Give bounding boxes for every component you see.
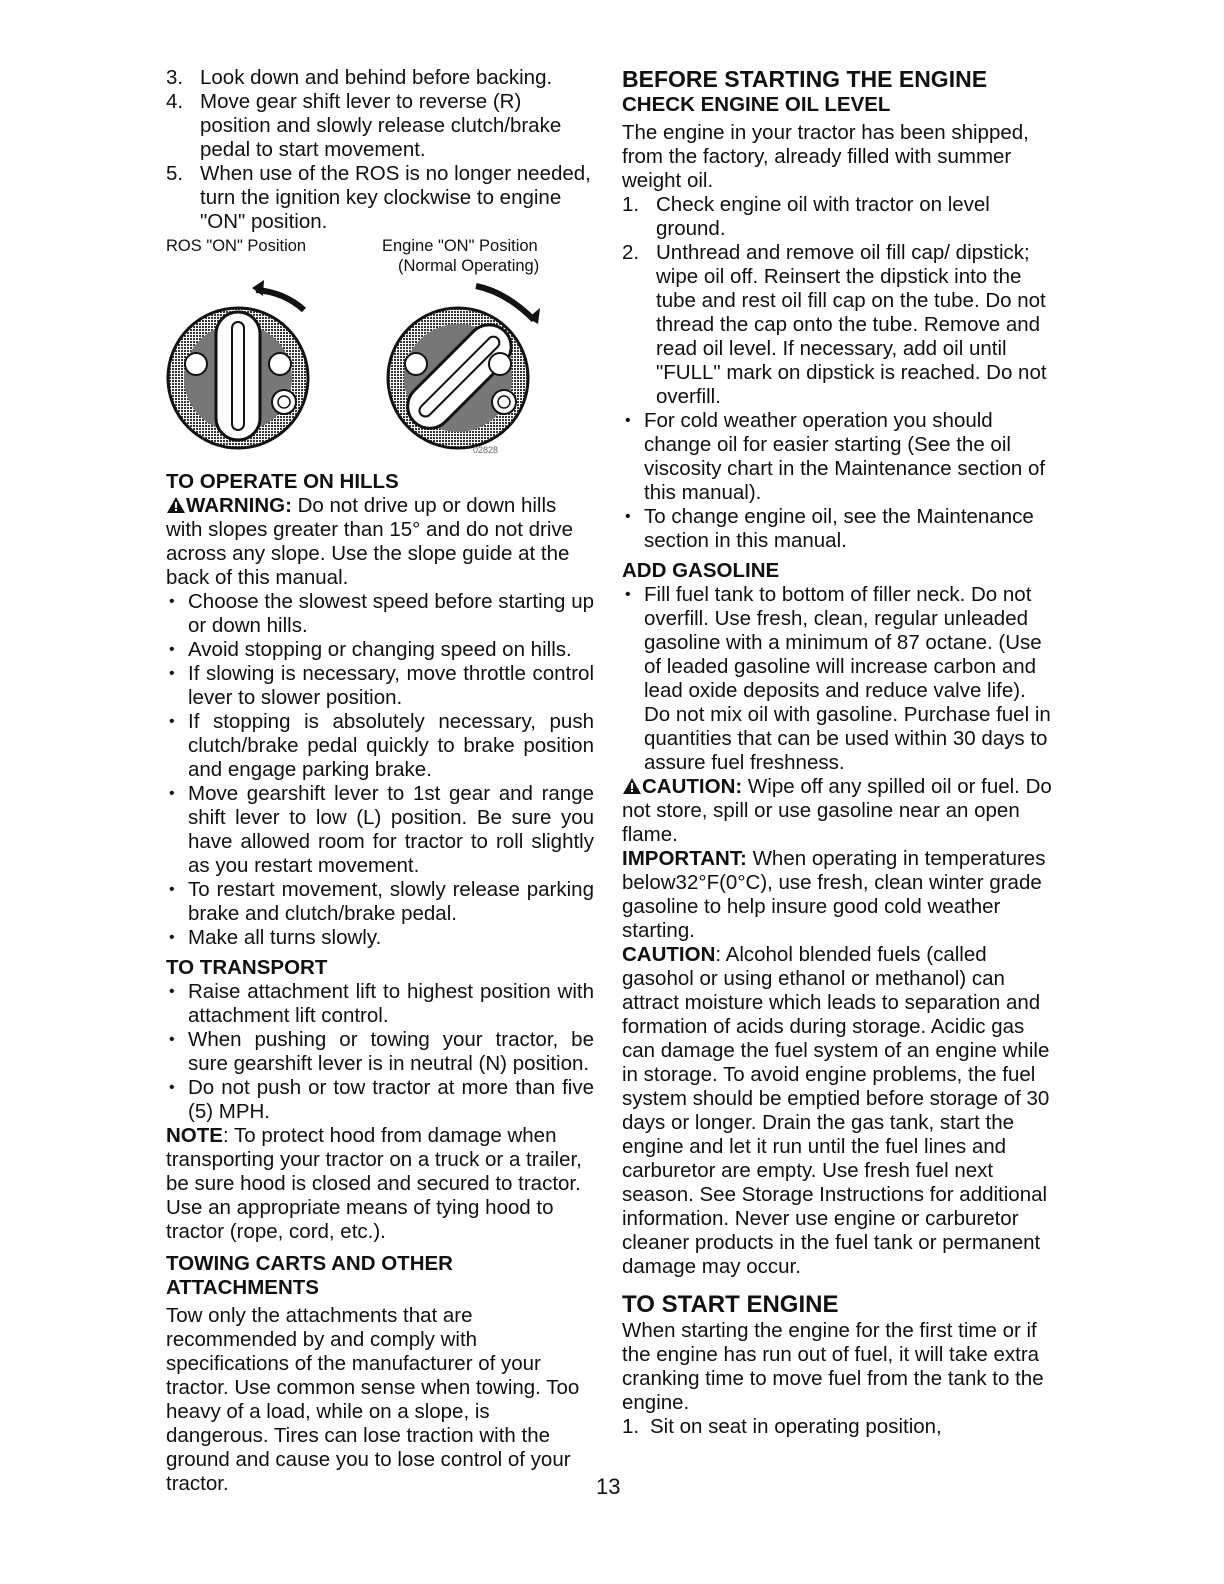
start-heading: TO START ENGINE bbox=[622, 1291, 839, 1318]
start-text: When starting the engine for the first time or if the engine has run out of fuel, it will take extra cranking time to move fuel from the tank to the engine. bbox=[622, 1319, 1044, 1414]
list-item: 3. Look down and behind before backing. bbox=[166, 66, 553, 89]
oil-steps bbox=[622, 193, 1052, 409]
list-item: 4. Move gear shift lever to reverse (R) position and slowly release clutch/brake pedal to start movement. bbox=[166, 90, 562, 161]
hills-warning: WARNING: Do not drive up or down hills with slopes greater than 15° and do not drive across any slope. Use the slope guide at the back of this manual. bbox=[166, 494, 574, 589]
left-column bbox=[166, 66, 594, 1496]
towing-heading: TOWING CARTS AND OTHER ATTACHMENTS bbox=[166, 1252, 453, 1299]
oil-heading: CHECK ENGINE OIL LEVEL bbox=[622, 93, 891, 116]
list-item: • If stopping is absolutely necessary, push clutch/brake pedal quickly to brake position and engage parking brake. bbox=[166, 710, 594, 782]
towing-text: Tow only the attachments that are recommended by and comply with specifications of the manufacturer of your tractor. Use common sense when towing. Too heavy of a load, while on a slope, is dangerous. Tires can lose traction with the ground and cause you to lose control of your tractor. bbox=[166, 1304, 580, 1495]
list-item: • To restart movement, slowly release parking brake and clutch/brake pedal. bbox=[166, 878, 594, 926]
oil-bullets bbox=[622, 409, 1052, 553]
list-item: • Make all turns slowly. bbox=[166, 926, 594, 950]
backing-steps bbox=[166, 66, 594, 234]
hills-bullets bbox=[166, 590, 594, 950]
warning-triangle-icon bbox=[166, 496, 186, 514]
engine-on-label: Engine "ON" Position bbox=[382, 237, 538, 255]
transport-bullets bbox=[166, 980, 594, 1124]
gas-important: IMPORTANT: When operating in temperatures below32°F(0°C), use fresh, clean winter grade gasoline to help insure good cold weather starting. bbox=[622, 847, 1046, 942]
ignition-switch-diagram bbox=[166, 278, 594, 464]
ignition-figure bbox=[166, 278, 594, 464]
list-item: • For cold weather operation you should change oil for easier starting (See the oil viscosity chart in the Maintenance section of this manual). bbox=[622, 409, 1052, 505]
ros-on-switch-icon bbox=[168, 280, 308, 448]
transport-heading: TO TRANSPORT bbox=[166, 956, 328, 979]
list-item: • Do not push or tow tractor at more than five (5) MPH. bbox=[166, 1076, 594, 1124]
start-steps bbox=[622, 1415, 1052, 1439]
gas-bullets bbox=[622, 583, 1052, 775]
gas-alcohol-caution: CAUTION: Alcohol blended fuels (called gasohol or using ethanol or methanol) can attract moisture which leads to separation and formation of acids during storage. Acidic gas can damage the fuel system of an engine while in storage. To avoid engine problems, the fuel system should be emptied before storage of 30 days or longer. Drain the gas tank, start the engine and let it run until the fuel lines and carburetor are empty. Use fresh fuel next season. See Storage Instructions for additional information. Never use engine or carburetor cleaner products in the fuel tank or permanent damage may occur. bbox=[622, 943, 1050, 1278]
section-title: BEFORE STARTING THE ENGINE bbox=[622, 66, 988, 92]
list-item: 1. Check engine oil with tractor on level ground. bbox=[622, 193, 990, 240]
gas-heading: ADD GASOLINE bbox=[622, 559, 780, 582]
list-item: • Avoid stopping or changing speed on hills. bbox=[166, 638, 594, 662]
list-item: • To change engine oil, see the Maintenance section in this manual. bbox=[622, 505, 1052, 553]
list-item: • Move gearshift lever to 1st gear and range shift lever to low (L) position. Be sure you have allowed room for tractor to roll slightly as you restart movement. bbox=[166, 782, 594, 878]
list-item: • Fill fuel tank to bottom of filler neck. Do not overfill. Use fresh, clean, regular unleaded gasoline with a minimum of 87 octane. (Use of leaded gasoline will increase carbon and lead oxide deposits and reduce valve life). Do not mix oil with gasoline. Purchase fuel in quantities that can be used within 30 days to assure fuel freshness. bbox=[622, 583, 1052, 775]
engine-on-switch-icon bbox=[388, 286, 540, 448]
gas-caution: CAUTION: Wipe off any spilled oil or fuel. Do not store, spill or use gasoline near an open flame. bbox=[622, 775, 1052, 846]
list-item: 5. When use of the ROS is no longer needed, turn the ignition key clockwise to engine "ON" position. bbox=[166, 162, 591, 233]
engine-on-sublabel: (Normal Operating) bbox=[398, 257, 540, 275]
oil-intro: The engine in your tractor has been shipped, from the factory, already filled with summer weight oil. bbox=[622, 121, 1029, 192]
list-item: • Choose the slowest speed before starting up or down hills. bbox=[166, 590, 594, 638]
warning-triangle-icon bbox=[622, 777, 642, 795]
ros-on-label: ROS "ON" Position bbox=[166, 237, 307, 255]
figure-code: 02828 bbox=[472, 445, 498, 455]
list-item: 1. Sit on seat in operating position, bbox=[622, 1415, 942, 1438]
right-column bbox=[622, 66, 1052, 1439]
list-item: • Raise attachment lift to highest position with attachment lift control. bbox=[166, 980, 594, 1028]
page-number: 13 bbox=[596, 1474, 621, 1499]
transport-note: NOTE: To protect hood from damage when transporting your tractor on a truck or a trailer, be sure hood is closed and secured to tractor. Use an appropriate means of tying hood to tractor (rope, cord, etc.). bbox=[166, 1124, 582, 1243]
list-item: 2. Unthread and remove oil fill cap/ dipstick; wipe oil off. Reinsert the dipstick into the tube and rest oil fill cap on the tube. Do not thread the cap onto the tube. Remove and read oil level. If necessary, add oil until "FULL" mark on dipstick is reached. Do not overfill. bbox=[622, 241, 1047, 408]
hills-heading: TO OPERATE ON HILLS bbox=[166, 470, 399, 493]
list-item: • When pushing or towing your tractor, be sure gearshift lever is in neutral (N) position. bbox=[166, 1028, 594, 1076]
list-item: • If slowing is necessary, move throttle control lever to slower position. bbox=[166, 662, 594, 710]
figure-labels bbox=[166, 236, 594, 276]
